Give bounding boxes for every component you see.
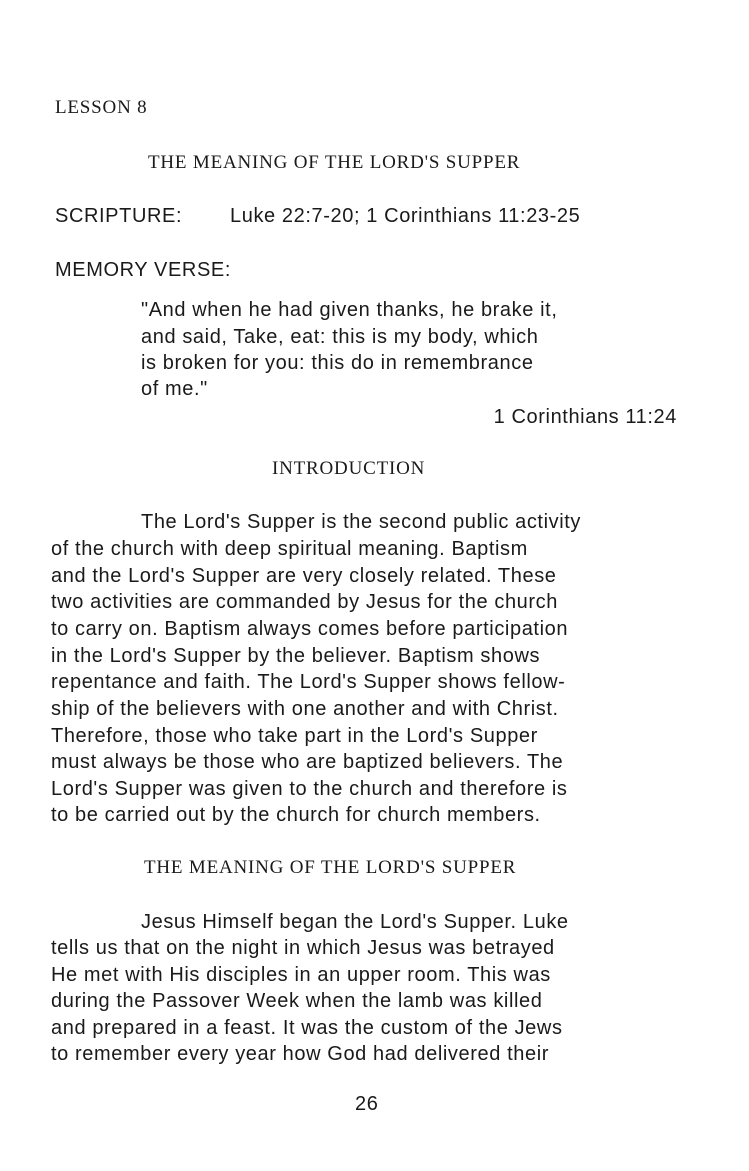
paragraph-line: and prepared in a feast. It was the custom of the Jews bbox=[51, 1017, 563, 1039]
paragraph-line: and the Lord's Supper are very closely related. These bbox=[51, 565, 557, 587]
paragraph-line: to remember every year how God had delivered their bbox=[51, 1043, 550, 1065]
paragraph-line: Therefore, those who take part in the Lord's Supper bbox=[51, 725, 538, 747]
paragraph-line: repentance and faith. The Lord's Supper shows fellow- bbox=[51, 671, 566, 693]
paragraph-line: Jesus Himself began the Lord's Supper. Luke bbox=[141, 911, 569, 933]
paragraph-line: He met with His disciples in an upper room. This was bbox=[51, 964, 551, 986]
paragraph-line: ship of the believers with one another and with Christ. bbox=[51, 698, 559, 720]
page-number: 26 bbox=[355, 1093, 379, 1115]
verse-line: is broken for you: this do in remembrance bbox=[141, 352, 534, 374]
paragraph-line: tells us that on the night in which Jesus was betrayed bbox=[51, 937, 555, 959]
paragraph-line: during the Passover Week when the lamb was killed bbox=[51, 990, 543, 1012]
introduction-heading: INTRODUCTION bbox=[272, 458, 426, 479]
paragraph-line: two activities are commanded by Jesus for the church bbox=[51, 591, 558, 613]
scripture-label: SCRIPTURE: bbox=[55, 205, 183, 227]
paragraph-line: must always be those who are baptized believers. The bbox=[51, 751, 564, 773]
paragraph-line: The Lord's Supper is the second public activity bbox=[141, 511, 582, 533]
verse-reference: 1 Corinthians 11:24 bbox=[493, 406, 677, 428]
lesson-label: LESSON 8 bbox=[55, 97, 148, 118]
page-title: THE MEANING OF THE LORD'S SUPPER bbox=[148, 152, 521, 173]
paragraph-line: of the church with deep spiritual meaning. Baptism bbox=[51, 538, 528, 560]
paragraph-line: to carry on. Baptism always comes before participation bbox=[51, 618, 569, 640]
paragraph-line: in the Lord's Supper by the believer. Baptism shows bbox=[51, 645, 541, 667]
verse-line: "And when he had given thanks, he brake it, bbox=[141, 299, 558, 321]
section-heading: THE MEANING OF THE LORD'S SUPPER bbox=[144, 857, 517, 878]
memory-verse-label: MEMORY VERSE: bbox=[55, 259, 231, 281]
paragraph-line: Lord's Supper was given to the church and therefore is bbox=[51, 778, 568, 800]
verse-line: of me." bbox=[141, 378, 208, 400]
verse-line: and said, Take, eat: this is my body, which bbox=[141, 326, 539, 348]
scripture-value: Luke 22:7-20; 1 Corinthians 11:23-25 bbox=[230, 205, 581, 227]
paragraph-line: to be carried out by the church for church members. bbox=[51, 804, 541, 826]
